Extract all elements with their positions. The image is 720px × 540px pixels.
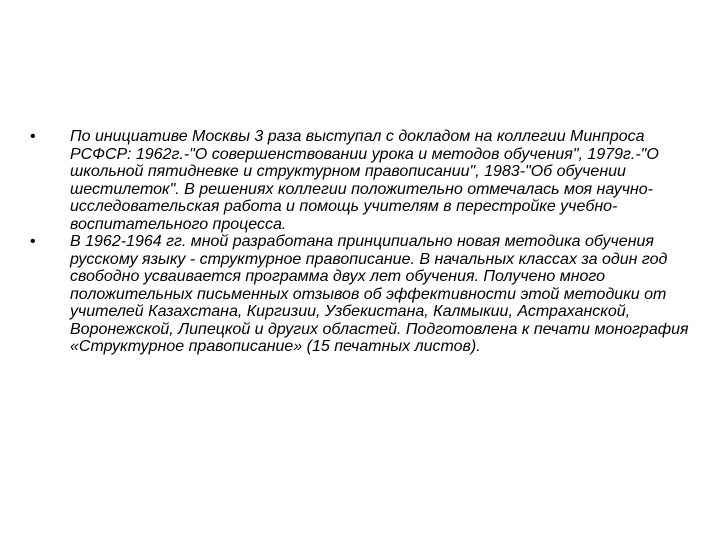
bullet-list (30, 128, 690, 356)
bullet-item-report (30, 128, 690, 233)
bullet-text-method: В 1962-1964 гг. мной разработана принципиально новая методика обучения русскому языку - структурное правописание. В начальных классах за один год свободно усваивается программа двух лет обучения. Получено много положительных письменных отзывов об эффективности этой методики от учителей Казахстана, Киргизии, Узбекистана, Калмыкии, Астраханской, Воронежской, Липецкой и других областей. Подготовлена к печати монография «Структурное правописание» (15 печатных листов). (70, 233, 689, 355)
bullet-item-method (30, 233, 690, 356)
bullet-text-report: По инициативе Москвы 3 раза выступал с докладом на коллегии Минпроса РСФСР: 1962г.-"О совершенствовании урока и методов обучения", 1979г.-"О школьной пятидневке и структурном правописании", 1983-"Об обучении шестилеток". В решениях коллегии положительно отмечалась моя научно-исследовательская работа и помощь учителям в перестройке учебно-воспитательного процесса. (70, 128, 659, 233)
bullet-icon: • (30, 233, 36, 250)
bullet-icon: • (30, 128, 36, 145)
